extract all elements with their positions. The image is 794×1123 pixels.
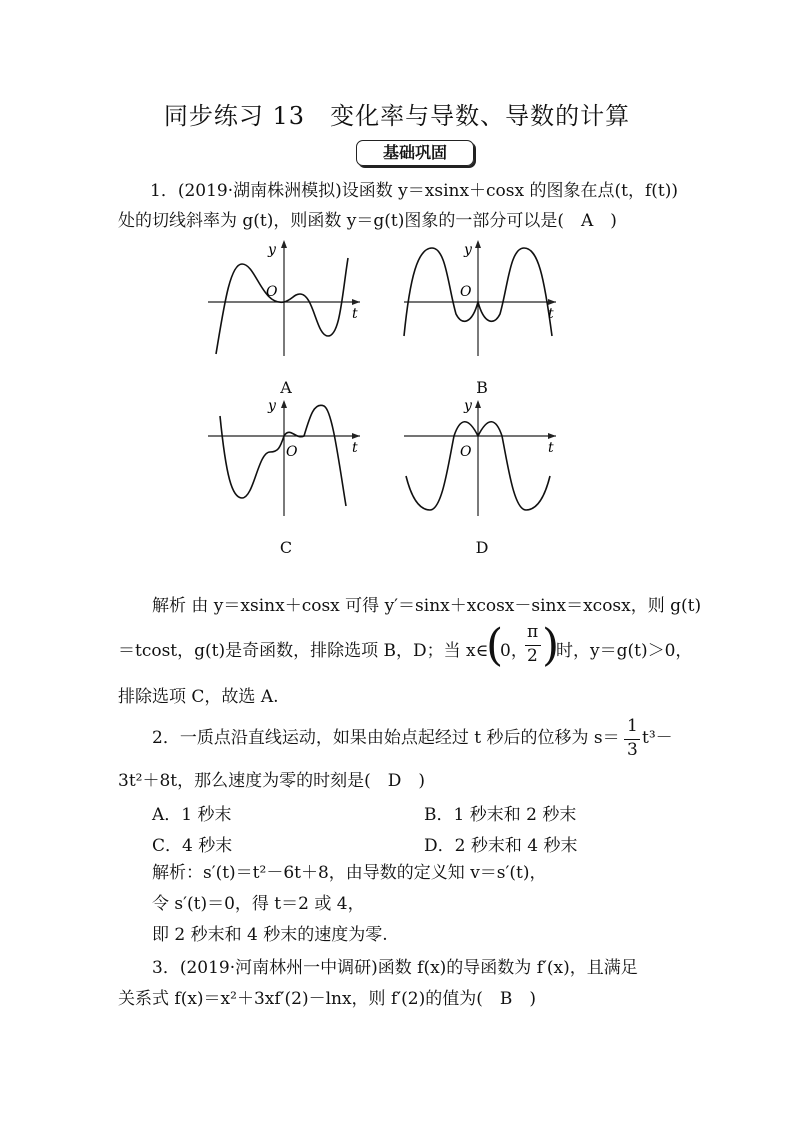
axis-label-y: y bbox=[464, 242, 472, 258]
interval-close-paren: ) bbox=[542, 620, 560, 671]
q2-option-c: C．4 秒末 bbox=[152, 836, 233, 856]
origin-label: O bbox=[266, 284, 278, 300]
q1-analysis-line1: 解析 由 y＝xsinx＋cosx 可得 y′＝sinx＋xcosx－sinx＝xcosx，则 g(t) bbox=[152, 596, 702, 616]
axis-label-t: t bbox=[352, 440, 358, 456]
q3-stem-line2: 关系式 f(x)＝x²＋3xf′(2)－lnx，则 f′(2)的值为( B ) bbox=[118, 989, 536, 1009]
q2-analysis-line3: 即 2 秒末和 4 秒末的速度为零. bbox=[152, 925, 388, 945]
q1-interval-frac-num: π bbox=[527, 622, 539, 642]
graph-d-caption: D bbox=[475, 538, 489, 557]
graph-a-caption: A bbox=[280, 378, 292, 397]
q1-analysis-line2b: 时，y＝g(t)＞0， bbox=[556, 641, 693, 661]
q1-stem-line1: 1．(2019·湖南株洲模拟)设函数 y＝xsinx＋cosx 的图象在点(t，f(t)) bbox=[150, 181, 678, 201]
origin-label: O bbox=[460, 444, 472, 460]
axis-label-t: t bbox=[548, 440, 554, 456]
q3-stem-line1: 3．(2019·河南林州一中调研)函数 f(x)的导函数为 f′(x)，且满足 bbox=[152, 958, 638, 978]
q1-interval-frac-den: 2 bbox=[527, 646, 538, 666]
graph-a bbox=[200, 236, 370, 366]
axis-label-t: t bbox=[548, 306, 554, 322]
axis-label-t: t bbox=[352, 306, 358, 322]
graph-d bbox=[396, 396, 566, 526]
q2-option-a: A．1 秒末 bbox=[152, 805, 232, 825]
graph-c bbox=[200, 396, 370, 526]
graph-b bbox=[396, 236, 566, 366]
origin-label: O bbox=[286, 444, 298, 460]
q1-stem-line2: 处的切线斜率为 g(t)，则函数 y＝g(t)图象的一部分可以是( A ) bbox=[118, 211, 617, 231]
q2-stem-line1: 2．一质点沿直线运动，如果由始点起经过 t 秒后的位移为 s＝ bbox=[152, 728, 620, 748]
q2-analysis-line2: 令 s′(t)＝0，得 t＝2 或 4， bbox=[152, 894, 365, 914]
q2-stem-line2: 3t²＋8t，那么速度为零的时刻是( D ) bbox=[118, 771, 426, 791]
q1-analysis-line3: 排除选项 C，故选 A. bbox=[118, 687, 279, 707]
section-badge: 基础巩固 bbox=[356, 140, 474, 166]
axis-label-y: y bbox=[268, 398, 276, 414]
q2-analysis-line1: 解析：s′(t)＝t²－6t＋8，由导数的定义知 v＝s′(t)， bbox=[152, 863, 547, 883]
q1-analysis-line2a: ＝tcost，g(t)是奇函数，排除选项 B，D；当 x∈ bbox=[118, 641, 489, 661]
graph-b-caption: B bbox=[476, 378, 488, 397]
q2-option-b: B．1 秒末和 2 秒末 bbox=[424, 805, 577, 825]
q2-option-d: D．2 秒末和 4 秒末 bbox=[424, 836, 578, 856]
q2-stem-line1-tail: t³－ bbox=[642, 728, 673, 748]
axis-label-y: y bbox=[268, 242, 276, 258]
interval-open-paren: ( bbox=[486, 620, 504, 671]
axis-label-y: y bbox=[464, 398, 472, 414]
origin-label: O bbox=[460, 284, 472, 300]
q1-interval-start: 0， bbox=[500, 641, 528, 661]
graph-c-caption: C bbox=[279, 538, 293, 557]
q2-frac-den: 3 bbox=[627, 740, 638, 760]
page-title: 同步练习 13 变化率与导数、导数的计算 bbox=[163, 102, 631, 130]
q2-frac-num: 1 bbox=[627, 716, 638, 736]
